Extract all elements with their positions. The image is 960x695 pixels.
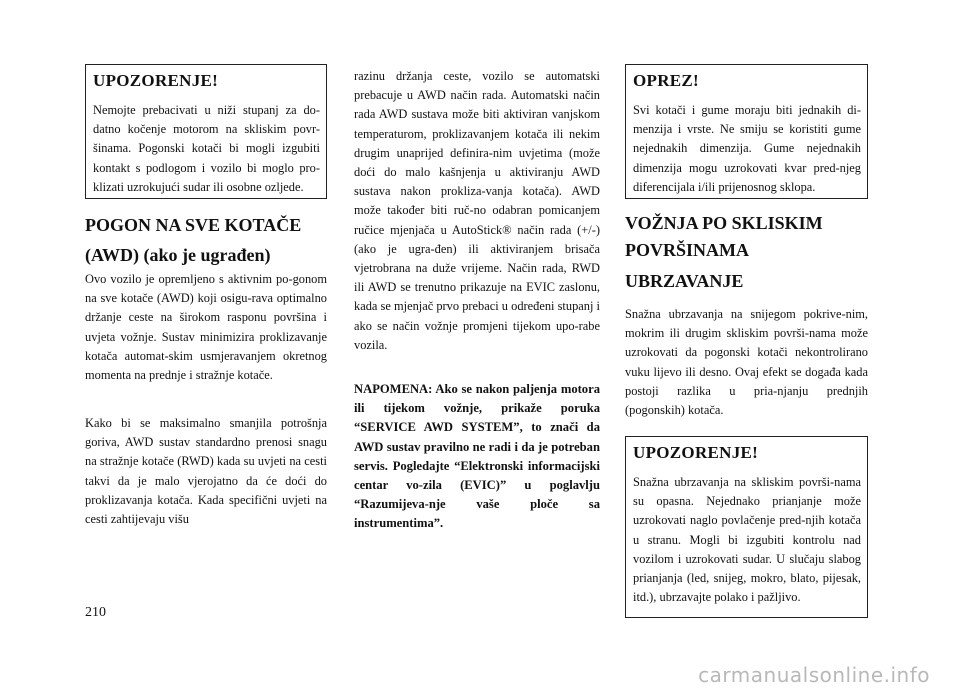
acceleration-subheading: UBRZAVANJE xyxy=(625,271,744,291)
awd-paragraph-3: razinu držanja ceste, vozilo se automatski prebacuje u AWD način rada. Automatski način rada AWD sustava može biti aktiviran vanjskom temperaturom, proklizavanjem kotača ili nekim drugim unaprijed definira-nim uvjetima (može doći do malo kašnjenja u aktiviranju AWD sustava nakon prokliza-vanja kotača). AWD može također biti ruč-no odabran pomicanjem ručice mjenjača u AutoStick® način rada (+/-) (ako je ugra-đen) ili aktiviranjem brisača vjetrobrana na duže vrijeme. Način rada, RWD ili AWD se trenutno prikazuje na EVIC zaslonu, kada se mjenjač prvo prebaci u određeni stupanj i ako se način vožnje promjeni tijekom upo-rabe vozila. xyxy=(354,69,600,352)
awd-note: NAPOMENA: Ako se nakon paljenja motora ili tijekom vožnje, prikaže poruka “SERVICE AWD SYSTEM”, to znači da AWD sustav pravilno ne radi i da je potreban servis. Pogledajte “Elektronski informacijski centar vo-zila (EVIC)” u poglavlju “Razumijeva-nje vaše ploče sa instrumentima”. xyxy=(354,382,600,531)
page-number: 210 xyxy=(85,605,106,620)
slippery-heading-line2: POVRŠINAMA xyxy=(625,240,749,260)
awd-heading-line2: (AWD) (ako je ugrađen) xyxy=(85,245,271,265)
slippery-heading xyxy=(625,210,868,295)
watermark: carmanualsonline.info xyxy=(698,663,930,687)
awd-paragraph-1: Ovo vozilo je opremljeno s aktivnim po-gonom na sve kotače (AWD) koji osigu-rava optimalno držanje ceste na širokom rasponu površina i uvjeta vožnje. Sustav minimizira proklizavanje kotača automat-skim usmjeravanjem okretnog momenta na prednje i stražnje kotače. xyxy=(85,272,327,383)
warning-title: UPOZORENJE! xyxy=(93,71,219,90)
acceleration-paragraph: Snažna ubrzavanja na snijegom pokrive-nim, mokrim ili drugim skliskim površi-nama može uzrokovati da pogonski kotači nekontrolirano vuku lijevo ili desno. Ovaj efekt se događa kada postoji razlika u pria-njanju prednjih (pogonskih) kotača. xyxy=(625,307,868,418)
awd-heading xyxy=(85,210,327,270)
warning-text: Nemojte prebacivati u niži stupanj za do-datno kočenje motorom na skliskim povr-šinama. Pogonski kotači bi mogli izgubiti kontakt s podlogom i vozilo bi moglo pro-klizati uzrokujući sudar ili osobne ozljede. xyxy=(93,103,320,194)
warning-title-2: UPOZORENJE! xyxy=(633,443,759,462)
caution-title: OPREZ! xyxy=(633,71,700,90)
awd-heading-line1: POGON NA SVE KOTAČE xyxy=(85,215,302,235)
warning-text-2: Snažna ubrzavanja na skliskim površi-nama su opasna. Nejednako prianjanje može uzrokovati naglo povlačenje pred-njih kotača u stranu. Mogli bi izgubiti kontrolu nad vozilom i uzrokovati sudar. U slučaju slabog prianjanja (led, snijeg, mokro, blato, pijesak, itd.), ubrzavajte polako i pažljivo. xyxy=(633,475,861,605)
caution-text: Svi kotači i gume moraju biti jednakih di-menzija i vrste. Ne smiju se koristiti gume nejednakih dimenzija. Gume nejednakih dimenzija mogu uzrokovati kvar pred-njeg diferencijala i/ili prijenosnog sklopa. xyxy=(633,103,861,194)
caution-box xyxy=(625,64,868,199)
warning-box-2 xyxy=(625,436,868,618)
warning-box-1 xyxy=(85,64,327,199)
slippery-heading-line1: VOŽNJA PO SKLISKIM xyxy=(625,213,823,233)
awd-paragraph-2: Kako bi se maksimalno smanjila potrošnja goriva, AWD sustav standardno prenosi snagu na stražnje kotače (RWD) kada su uvjeti na cesti takvi da je malo vjerojatno da će doći do proklizavanja kotača. Kada specifični uvjeti na cesti zahtijevaju višu xyxy=(85,416,327,527)
